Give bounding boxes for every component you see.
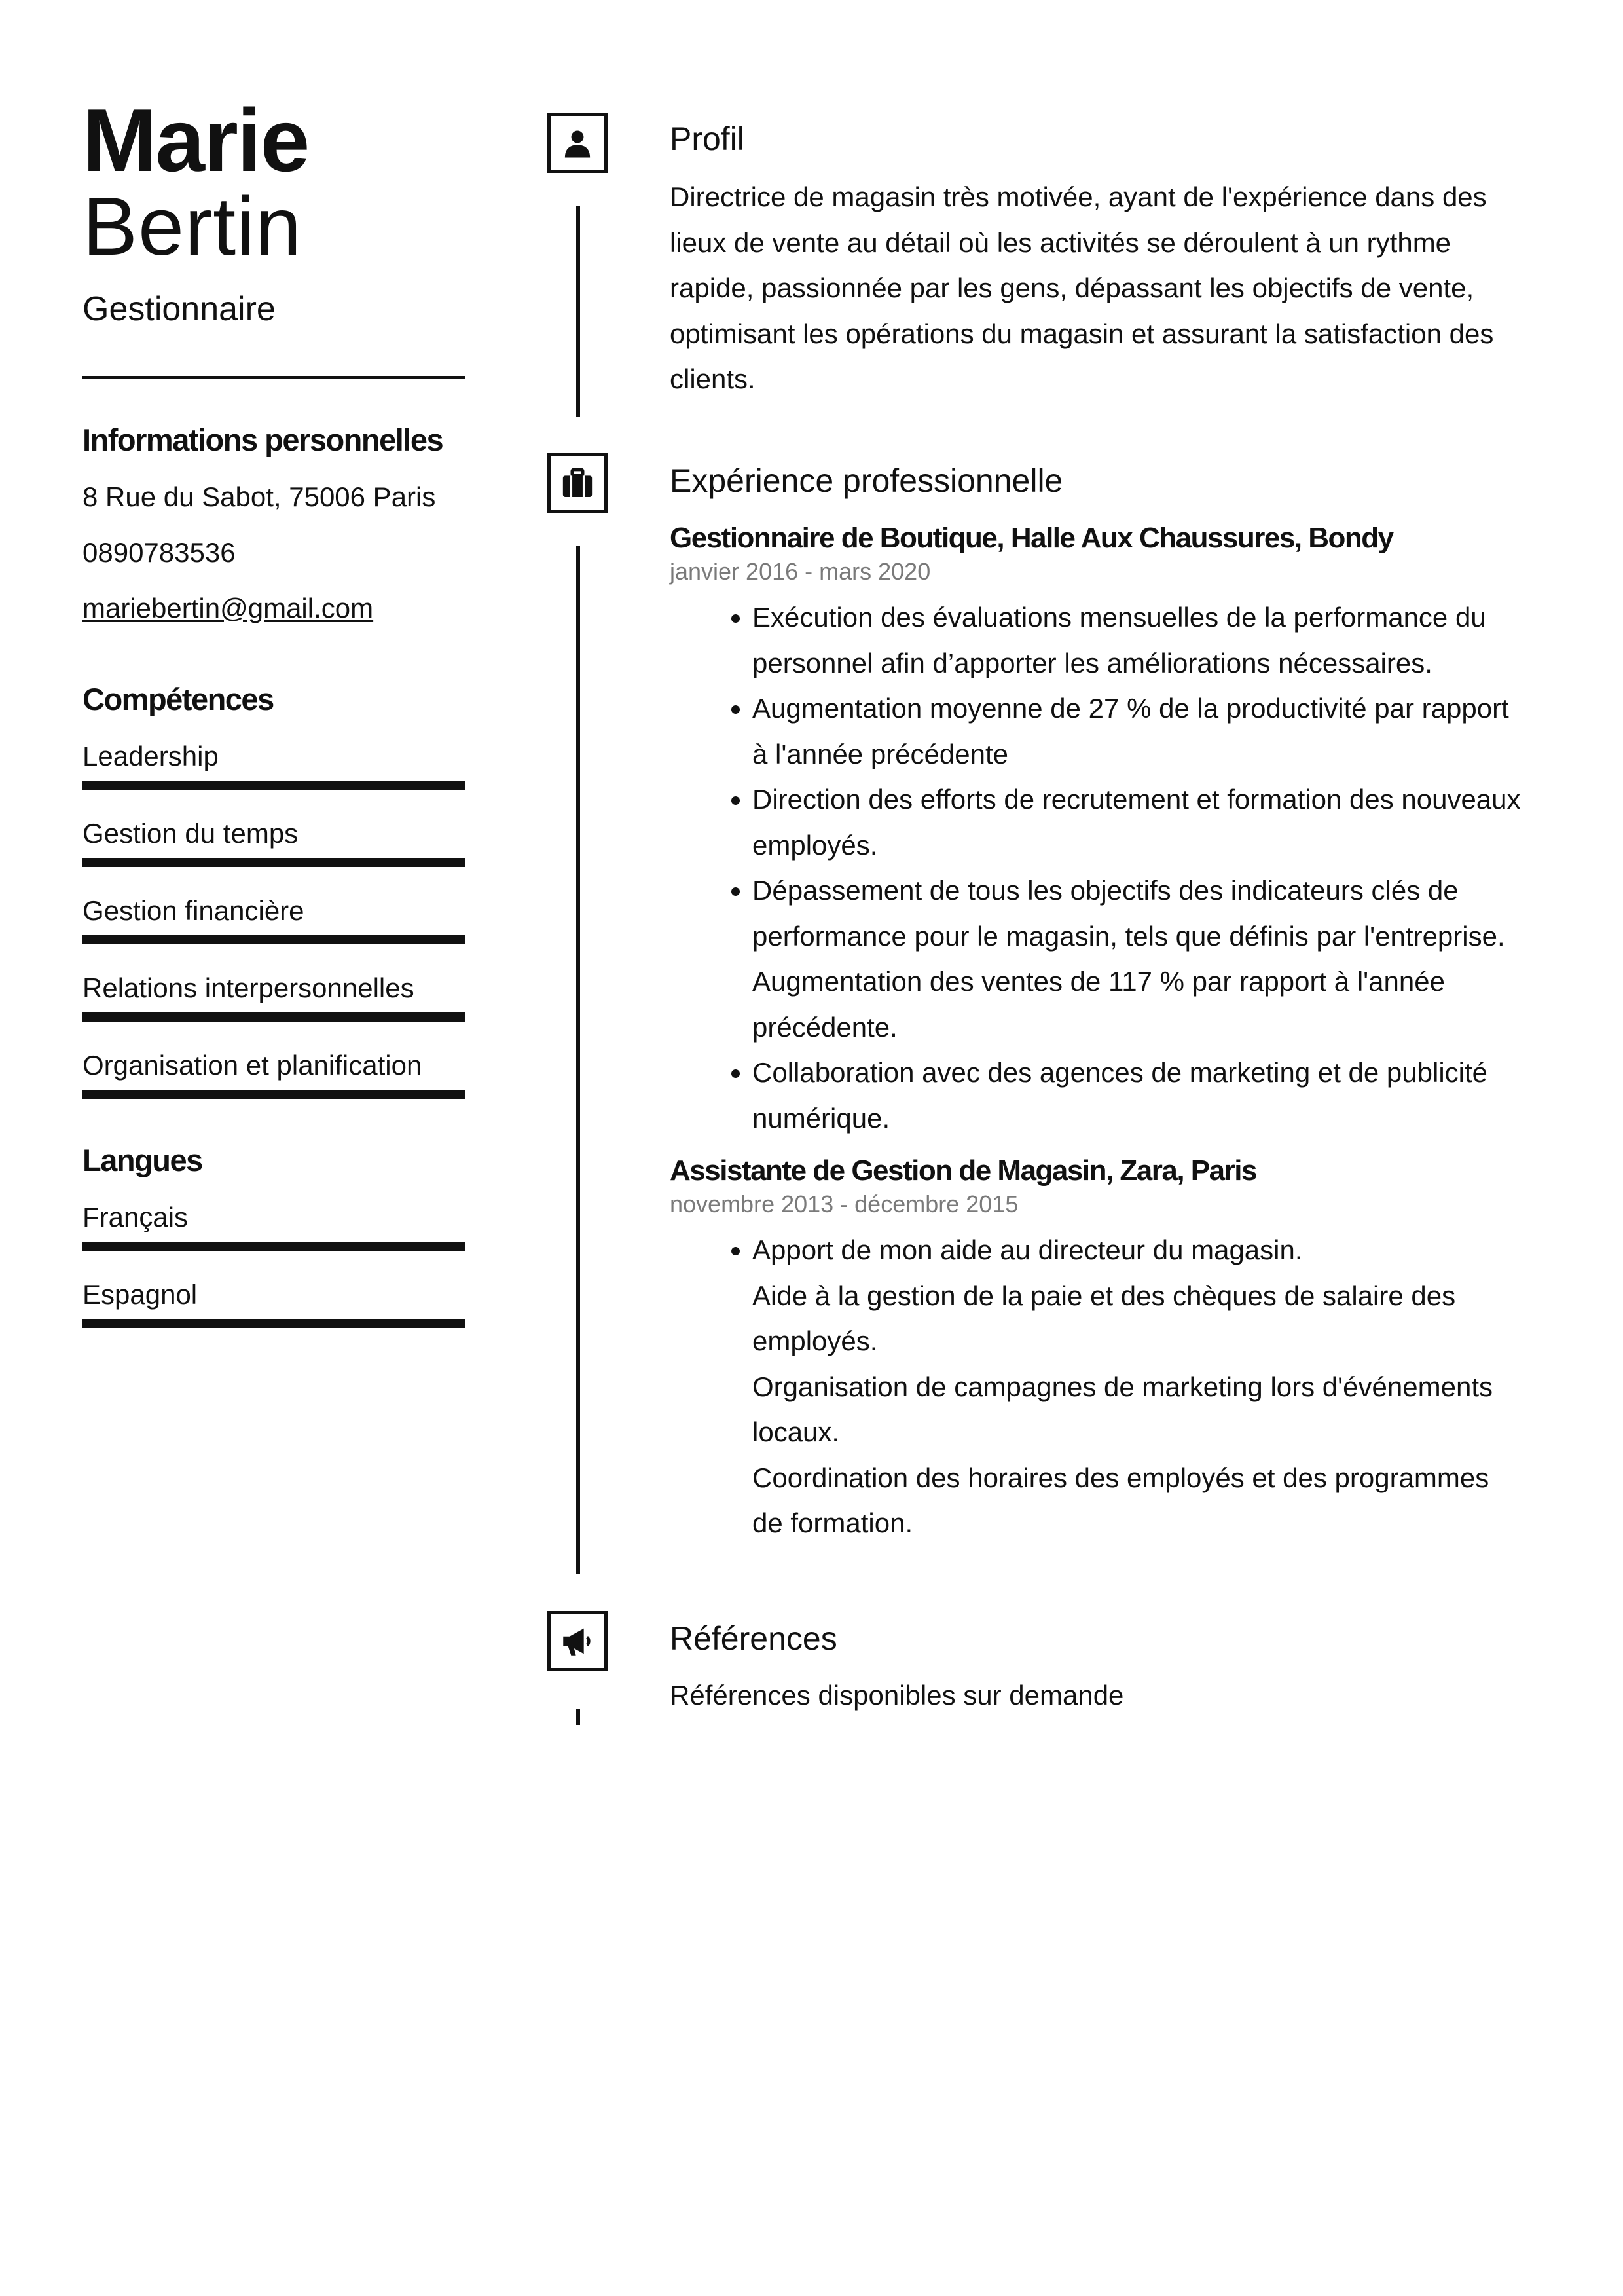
languages-title: Langues <box>82 1143 202 1177</box>
job-dates: janvier 2016 - mars 2020 <box>670 558 931 585</box>
job-entry <box>670 1153 1521 1546</box>
bullet-item: • Collaboration avec des agences de marketing et de publicité numérique. <box>752 1050 1521 1141</box>
phone: 0890783536 <box>82 537 236 568</box>
references-section <box>670 1618 1521 1718</box>
skill-item <box>82 816 465 867</box>
skill-label: Relations interpersonnelles <box>82 972 414 1003</box>
divider <box>82 376 465 379</box>
skill-label: Leadership <box>82 741 219 771</box>
job-line: Organisation de campagnes de marketing lors d'événements locaux. <box>752 1371 1493 1447</box>
language-item <box>82 1200 465 1251</box>
bullet-item: • Exécution des évaluations mensuelles de la performance du personnel afin d’apporter les améliorations nécessaires. <box>752 595 1521 686</box>
skill-level-bar <box>82 781 465 790</box>
language-label: Espagnol <box>82 1279 198 1310</box>
experience-title: Expérience professionnelle <box>670 462 1063 499</box>
first-name: Marie <box>82 90 309 190</box>
email <box>82 591 465 626</box>
bullet-item: • Augmentation moyenne de 27 % de la productivité par rapport à l'année précédente <box>752 686 1521 777</box>
person-icon <box>547 113 608 173</box>
skill-item <box>82 739 465 790</box>
job-dates: novembre 2013 - décembre 2015 <box>670 1191 1019 1217</box>
email-link[interactable]: mariebertin@gmail.com <box>82 593 374 623</box>
skill-level-bar <box>82 1012 465 1022</box>
skill-item <box>82 1048 465 1099</box>
skill-level-bar <box>82 935 465 944</box>
profile-text: Directrice de magasin très motivée, ayant de l'expérience dans des lieux de vente au détail où les activités se déroulent à un rythme rapide, passionnée par les gens, dépassant les objectifs de vente, optimisant les opérations du magasin et assurant la satisfaction des clients. <box>670 181 1494 394</box>
job-entry <box>670 520 1521 1141</box>
profile-section <box>670 118 1521 402</box>
references-title: Références <box>670 1620 837 1657</box>
language-level-bar <box>82 1242 465 1251</box>
experience-section <box>670 460 1521 1546</box>
job-line: Aide à la gestion de la paie et des chèques de salaire des employés. <box>752 1280 1456 1356</box>
megaphone-icon <box>547 1611 608 1671</box>
language-item <box>82 1277 465 1328</box>
job-title: Gestionnaire <box>82 290 276 328</box>
skill-label: Gestion financière <box>82 895 304 926</box>
skills-list <box>82 739 465 1099</box>
skill-level-bar <box>82 1090 465 1099</box>
job-heading: Assistante de Gestion de Magasin, Zara, Paris <box>670 1155 1256 1187</box>
profile-title: Profil <box>670 120 744 157</box>
bullet-item: • Apport de mon aide au directeur du magasin. <box>752 1227 1521 1273</box>
skill-item <box>82 971 465 1022</box>
personal-info-title: Informations personnelles <box>82 422 443 457</box>
job-line: Coordination des horaires des employés et des programmes de formation. <box>752 1462 1489 1538</box>
skill-level-bar <box>82 858 465 867</box>
job-lines <box>670 1273 1521 1546</box>
left-column <box>82 90 465 1328</box>
languages-list <box>82 1200 465 1328</box>
bullet-item: • Direction des efforts de recrutement et formation des nouveaux employés. <box>752 777 1521 868</box>
job-bullets <box>670 1227 1521 1273</box>
address: 8 Rue du Sabot, 75006 Paris <box>82 481 436 512</box>
bullet-item: • Dépassement de tous les objectifs des indicateurs clés de performance pour le magasin, tels que définis par l'entreprise. Augmentation des ventes de 117 % par rapport à l'année précédente. <box>752 868 1521 1050</box>
skill-label: Gestion du temps <box>82 818 299 849</box>
skill-item <box>82 893 465 944</box>
language-label: Français <box>82 1202 189 1232</box>
skills-title: Compétences <box>82 682 274 716</box>
timeline-line <box>576 206 580 417</box>
timeline-line <box>576 546 580 1574</box>
last-name: Bertin <box>82 180 302 272</box>
skill-label: Organisation et planification <box>82 1050 422 1081</box>
job-heading: Gestionnaire de Boutique, Halle Aux Chaussures, Bondy <box>670 522 1393 554</box>
timeline-line <box>576 1709 580 1725</box>
references-text: Références disponibles sur demande <box>670 1680 1124 1711</box>
briefcase-icon <box>547 453 608 513</box>
job-bullets <box>670 595 1521 1141</box>
language-level-bar <box>82 1319 465 1328</box>
